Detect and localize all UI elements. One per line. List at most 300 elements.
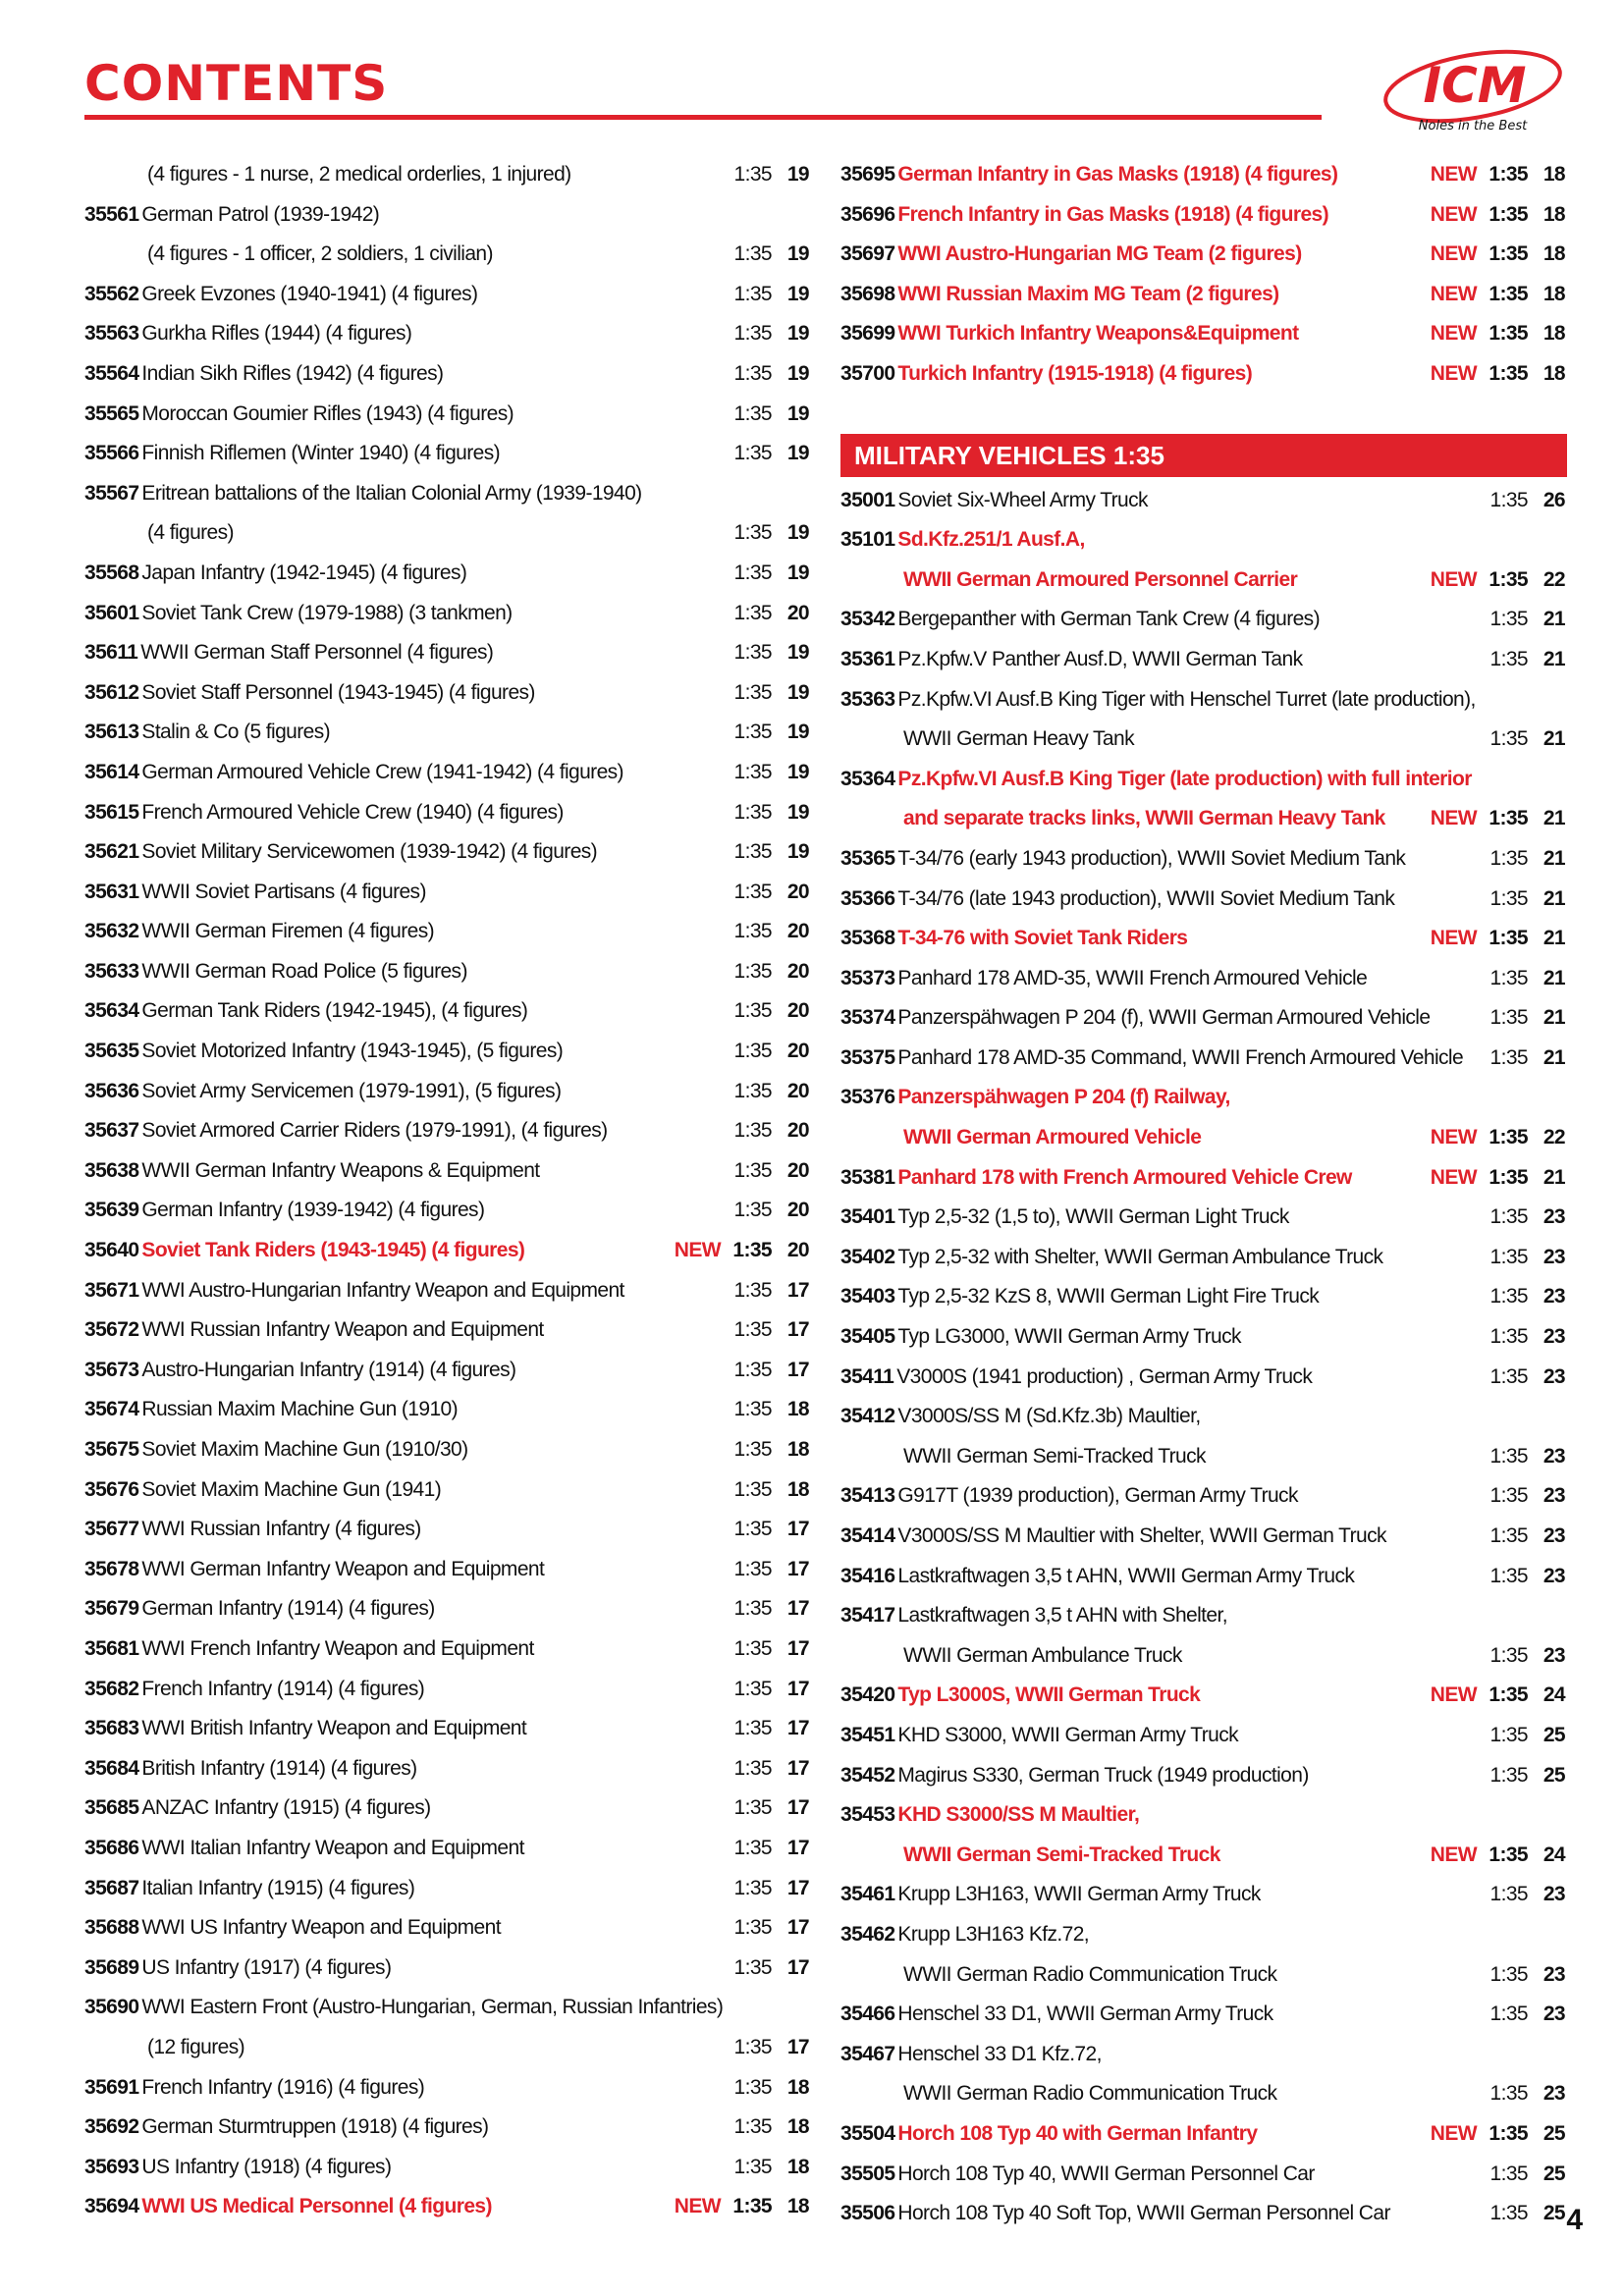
item-description: Soviet Staff Personnel (1943-1945) (4 figures)	[141, 680, 535, 704]
item-scale: 1:35	[733, 1318, 772, 1342]
item-description: WWI US Medical Personnel (4 figures)	[141, 2195, 492, 2218]
item-scale: 1:35	[1489, 567, 1528, 591]
item-scale: 1:35	[733, 401, 772, 425]
item-page: 19	[786, 800, 809, 824]
item-description: German Infantry in Gas Masks (1918) (4 figures)	[897, 163, 1338, 186]
item-page: 20	[786, 1199, 809, 1222]
item-code: 35561	[84, 202, 139, 226]
item-page: 19	[786, 163, 809, 186]
item-scale: 1:35	[733, 561, 772, 584]
item-description: US Infantry (1918) (4 figures)	[141, 2155, 392, 2178]
item-description: French Infantry in Gas Masks (1918) (4 figures)	[897, 202, 1329, 226]
item-code: 35405	[840, 1325, 895, 1349]
item-description: Japan Infantry (1942-1945) (4 figures)	[141, 561, 467, 584]
catalog-entry	[840, 2155, 1567, 2195]
catalog-entry	[84, 1988, 811, 2028]
item-description: and separate tracks links, WWII German Heavy Tank	[903, 807, 1385, 830]
item-description: Soviet Tank Riders (1943-1945) (4 figures)	[141, 1239, 525, 1262]
item-page: 18	[786, 2075, 809, 2099]
item-scale: 1:35	[733, 1717, 772, 1740]
item-description: Typ LG3000, WWII German Army Truck	[897, 1325, 1241, 1349]
item-code: 35685	[84, 1796, 139, 1820]
item-description: German Sturmtruppen (1918) (4 figures)	[141, 2115, 489, 2139]
item-description: Soviet Military Servicewomen (1939-1942) (4 figures)	[141, 840, 598, 864]
item-page: 18	[1543, 242, 1565, 266]
item-code: 35686	[84, 1836, 139, 1859]
item-page: 21	[1543, 647, 1565, 670]
item-scale: 1:35	[733, 1636, 772, 1660]
item-page: 20	[786, 1158, 809, 1182]
item-page: 23	[1543, 2082, 1565, 2106]
item-page: 25	[1543, 2162, 1565, 2185]
item-description: Soviet Maxim Machine Gun (1941)	[141, 1477, 442, 1501]
catalog-entry	[840, 1596, 1567, 1636]
item-page: 20	[786, 999, 809, 1023]
item-description: WWI Eastern Front (Austro-Hungarian, German, Russian Infantries)	[141, 1996, 724, 2019]
item-description: Finnish Riflemen (Winter 1940) (4 figures)	[141, 442, 501, 465]
item-page: 26	[1543, 488, 1565, 511]
item-description: Panzerspähwagen P 204 (f), WWII German Armoured Vehicle	[897, 1006, 1431, 1030]
item-code: 35411	[840, 1364, 894, 1388]
catalog-entry	[840, 2035, 1567, 2075]
catalog-entry	[84, 1111, 811, 1151]
title-underline	[84, 115, 1322, 120]
figures-list-continued	[840, 155, 1567, 395]
catalog-entry	[840, 481, 1567, 521]
item-description: WWI Austro-Hungarian MG Team (2 figures)	[897, 242, 1302, 266]
item-code: 35563	[84, 322, 139, 346]
item-code: 35639	[84, 1199, 139, 1222]
item-description: Magirus S330, German Truck (1949 production)	[897, 1763, 1309, 1787]
catalog-entry	[84, 1271, 811, 1311]
item-code: 35688	[84, 1916, 139, 1940]
item-page: 23	[1543, 1564, 1565, 1587]
item-scale: 1:35	[733, 840, 772, 864]
item-page: 18	[786, 2115, 809, 2139]
item-code: 35684	[84, 1756, 139, 1780]
item-description: Panhard 178 AMD-35, WWII French Armoured Vehicle	[897, 966, 1368, 989]
item-description: German Tank Riders (1942-1945), (4 figures)	[141, 999, 528, 1023]
catalog-entry	[840, 1078, 1567, 1118]
item-page: 18	[1543, 361, 1565, 385]
item-description: German Infantry (1914) (4 figures)	[141, 1597, 435, 1621]
item-code: 35671	[84, 1278, 139, 1302]
catalog-entry	[840, 1995, 1567, 2035]
item-code: 35675	[84, 1438, 139, 1461]
item-code: 35001	[840, 488, 895, 511]
item-code: 35420	[840, 1683, 895, 1707]
item-scale: 1:35	[1489, 1045, 1528, 1069]
item-description: WWI Russian Maxim MG Team (2 figures)	[897, 282, 1279, 305]
catalog-entry	[84, 434, 811, 474]
item-page: 19	[786, 561, 809, 584]
item-page: 17	[786, 1836, 809, 1859]
item-code: 35677	[84, 1518, 139, 1541]
item-scale: 1:35	[733, 959, 772, 983]
item-code: 35374	[840, 1006, 895, 1030]
item-description: British Infantry (1914) (4 figures)	[141, 1756, 417, 1780]
item-scale: 1:35	[733, 1398, 772, 1421]
item-page: 17	[786, 1796, 809, 1820]
item-description: WWI Austro-Hungarian Infantry Weapon and Equipment	[141, 1278, 624, 1302]
catalog-entry	[84, 1072, 811, 1112]
item-description: T-34/76 (late 1943 production), WWII Soviet Medium Tank	[897, 886, 1395, 910]
item-description: Panzerspähwagen P 204 (f) Railway,	[897, 1086, 1230, 1109]
item-scale: 1:35	[1489, 647, 1528, 670]
catalog-entry	[840, 275, 1567, 315]
item-description: Typ 2,5-32 with Shelter, WWII German Ambulance Truck	[897, 1245, 1383, 1268]
item-description: KHD S3000, WWII German Army Truck	[897, 1723, 1239, 1746]
item-page: 21	[1543, 1165, 1565, 1189]
item-description: Typ 2,5-32 KzS 8, WWII German Light Fire Truck	[897, 1285, 1320, 1308]
item-page: 23	[1543, 1245, 1565, 1268]
item-scale: 1:35	[733, 1597, 772, 1621]
item-page: 19	[786, 721, 809, 744]
item-page: 20	[786, 1119, 809, 1143]
item-description: WWII German Armoured Personnel Carrier	[903, 567, 1298, 591]
catalog-entry	[84, 1032, 811, 1072]
item-scale: 1:35	[732, 2195, 772, 2218]
item-description: WWII German Semi-Tracked Truck	[903, 1444, 1206, 1468]
item-page: 17	[786, 1597, 809, 1621]
catalog-entry	[840, 680, 1567, 721]
item-code: 35683	[84, 1717, 139, 1740]
item-scale: 1:35	[1489, 807, 1528, 830]
item-scale: 1:35	[733, 1040, 772, 1063]
item-scale: 1:35	[733, 1796, 772, 1820]
item-description: WWII German Radio Communication Truck	[903, 1962, 1277, 1986]
item-scale: 1:35	[1489, 886, 1528, 910]
item-description: Horch 108 Typ 40 with German Infantry	[897, 2121, 1258, 2145]
item-page: 21	[1543, 1006, 1565, 1030]
item-page: 17	[786, 1358, 809, 1381]
item-scale: 1:35	[733, 2115, 772, 2139]
catalog-entry	[840, 1397, 1567, 1437]
item-code: 35691	[84, 2075, 139, 2099]
item-page: 25	[1543, 2202, 1565, 2225]
item-scale: 1:35	[733, 641, 772, 665]
item-scale: 1:35	[733, 1438, 772, 1461]
item-code: 35673	[84, 1358, 139, 1381]
new-badge: NEW	[1430, 1842, 1477, 1866]
item-description: Indian Sikh Rifles (1942) (4 figures)	[141, 361, 444, 385]
item-description: German Armoured Vehicle Crew (1941-1942) (4 figures)	[141, 760, 623, 783]
new-badge: NEW	[1430, 1165, 1477, 1189]
item-scale: 1:35	[733, 1876, 772, 1899]
item-scale: 1:35	[733, 1557, 772, 1580]
item-description: French Infantry (1916) (4 figures)	[141, 2075, 425, 2099]
item-description: Eritrean battalions of the Italian Colonial Army (1939-1940)	[141, 481, 642, 505]
item-page: 21	[1543, 1045, 1565, 1069]
item-scale: 1:35	[1489, 1444, 1528, 1468]
item-description: V3000S/SS M Maultier with Shelter, WWII German Truck	[897, 1524, 1386, 1547]
item-description: Pz.Kpfw.V Panther Ausf.D, WWII German Tank	[897, 647, 1303, 670]
item-code: 35416	[840, 1564, 895, 1587]
item-code: 35676	[84, 1477, 139, 1501]
right-column	[840, 155, 1567, 2234]
item-code: 35636	[84, 1079, 139, 1102]
catalog-entry	[84, 1231, 811, 1271]
catalog-entry	[840, 1118, 1567, 1158]
item-page: 17	[786, 1318, 809, 1342]
item-page: 21	[1543, 886, 1565, 910]
catalog-entry	[84, 235, 811, 275]
item-code: 35467	[840, 2042, 895, 2065]
catalog-entry	[840, 1517, 1567, 1557]
item-page: 17	[786, 1518, 809, 1541]
item-page: 18	[1543, 322, 1565, 346]
catalog-entry	[84, 275, 811, 315]
catalog-entry	[840, 640, 1567, 680]
item-code: 35696	[840, 202, 895, 226]
item-description: WWII Soviet Partisans (4 figures)	[141, 880, 426, 903]
item-scale: 1:35	[1489, 966, 1528, 989]
item-code: 35414	[840, 1524, 895, 1547]
item-description: Typ 2,5-32 (1,5 to), WWII German Light Truck	[897, 1205, 1289, 1229]
catalog-entry	[840, 1915, 1567, 1955]
item-code: 35101	[840, 528, 895, 552]
item-code: 35631	[84, 880, 139, 903]
catalog-entry	[84, 314, 811, 354]
item-scale: 1:35	[733, 521, 772, 545]
item-scale: 1:35	[1489, 1285, 1528, 1308]
catalog-entry	[84, 1470, 811, 1511]
item-scale: 1:35	[733, 721, 772, 744]
item-description: WWII German Radio Communication Truck	[903, 2082, 1277, 2106]
item-scale: 1:35	[733, 601, 772, 624]
item-description: WWI Russian Infantry (4 figures)	[141, 1518, 421, 1541]
item-scale: 1:35	[1489, 1484, 1528, 1508]
item-code: 35363	[840, 687, 895, 711]
item-scale: 1:35	[733, 920, 772, 943]
item-page: 25	[1543, 1723, 1565, 1746]
item-scale: 1:35	[1489, 727, 1528, 751]
new-badge: NEW	[1430, 2121, 1477, 2145]
item-page: 25	[1543, 2121, 1565, 2145]
item-code: 35466	[840, 2002, 895, 2026]
catalog-entry	[840, 2194, 1567, 2234]
item-code: 35417	[840, 1604, 895, 1628]
item-description: French Armoured Vehicle Crew (1940) (4 figures)	[141, 800, 564, 824]
catalog-entry	[840, 561, 1567, 601]
item-description: Soviet Tank Crew (1979-1988) (3 tankmen)	[141, 601, 513, 624]
item-scale: 1:35	[733, 800, 772, 824]
item-scale: 1:35	[1489, 361, 1528, 385]
new-badge: NEW	[1430, 1683, 1477, 1707]
item-code: 35566	[84, 442, 139, 465]
catalog-entry	[840, 1836, 1567, 1876]
item-scale: 1:35	[733, 2155, 772, 2178]
catalog-entry	[84, 1151, 811, 1192]
item-page: 20	[786, 1239, 809, 1262]
item-description: Greek Evzones (1940-1941) (4 figures)	[141, 282, 478, 305]
item-scale: 1:35	[1489, 1205, 1528, 1229]
item-page: 19	[786, 760, 809, 783]
page-title: CONTENTS	[84, 55, 389, 112]
item-code: 35413	[840, 1484, 895, 1508]
item-page: 21	[1543, 846, 1565, 870]
item-description: T-34/76 (early 1943 production), WWII Soviet Medium Tank	[897, 846, 1406, 870]
item-description: KHD S3000/SS M Maultier,	[897, 1803, 1140, 1827]
item-page: 18	[1543, 282, 1565, 305]
item-code: 35462	[840, 1922, 895, 1946]
item-code: 35694	[84, 2195, 139, 2218]
catalog-entry	[840, 1676, 1567, 1716]
item-description: (4 figures)	[147, 521, 234, 545]
item-description: WWI Russian Infantry Weapon and Equipment	[141, 1318, 544, 1342]
item-scale: 1:35	[1489, 242, 1528, 266]
item-scale: 1:35	[733, 680, 772, 704]
catalog-entry	[840, 959, 1567, 999]
item-description: T-34-76 with Soviet Tank Riders	[897, 927, 1188, 950]
item-page: 21	[1543, 807, 1565, 830]
catalog-entry	[840, 1636, 1567, 1677]
item-page: 17	[786, 1916, 809, 1940]
item-page: 18	[786, 1477, 809, 1501]
item-code: 35614	[84, 760, 139, 783]
item-scale: 1:35	[1489, 1524, 1528, 1547]
item-scale: 1:35	[733, 1158, 772, 1182]
catalog-entry	[840, 1716, 1567, 1756]
item-page: 23	[1543, 1643, 1565, 1667]
catalog-entry	[840, 1358, 1567, 1398]
item-description: WWII German Infantry Weapons & Equipment	[141, 1158, 540, 1182]
catalog-entry	[840, 760, 1567, 800]
item-scale: 1:35	[733, 1278, 772, 1302]
item-description: (4 figures - 1 officer, 2 soldiers, 1 civilian)	[147, 242, 493, 266]
item-scale: 1:35	[733, 1677, 772, 1700]
item-code: 35564	[84, 361, 139, 385]
item-description: Soviet Armored Carrier Riders (1979-1991), (4 figures)	[141, 1119, 608, 1143]
item-scale: 1:35	[1489, 1842, 1528, 1866]
item-scale: 1:35	[1489, 1962, 1528, 1986]
new-badge: NEW	[674, 2195, 721, 2218]
item-description: WWI Turkich Infantry Weapons&Equipment	[897, 322, 1299, 346]
item-scale: 1:35	[1489, 1126, 1528, 1149]
left-column	[84, 155, 811, 2227]
item-description: Soviet Maxim Machine Gun (1910/30)	[141, 1438, 468, 1461]
item-page: 19	[786, 641, 809, 665]
catalog-entry	[84, 633, 811, 673]
catalog-entry	[84, 753, 811, 793]
item-page: 23	[1543, 1285, 1565, 1308]
vehicles-list	[840, 481, 1567, 2234]
item-scale: 1:35	[733, 1119, 772, 1143]
catalog-entry	[84, 713, 811, 753]
item-scale: 1:35	[732, 1239, 772, 1262]
item-page: 21	[1543, 727, 1565, 751]
item-page: 18	[1543, 163, 1565, 186]
item-page: 21	[1543, 966, 1565, 989]
item-page: 19	[786, 521, 809, 545]
item-page: 20	[786, 1040, 809, 1063]
svg-text:Noles in the Best: Noles in the Best	[1418, 119, 1528, 133]
item-description: Italian Infantry (1915) (4 figures)	[141, 1876, 415, 1899]
item-description: Krupp L3H163 Kfz.72,	[897, 1922, 1090, 1946]
catalog-entry	[840, 1317, 1567, 1358]
catalog-entry	[840, 600, 1567, 640]
catalog-entry	[84, 554, 811, 594]
page-number: 4	[1566, 2204, 1583, 2236]
item-page: 17	[786, 1677, 809, 1700]
catalog-entry	[840, 1437, 1567, 1477]
new-badge: NEW	[1430, 322, 1477, 346]
item-code: 35690	[84, 1996, 139, 2019]
item-page: 23	[1543, 1883, 1565, 1906]
item-description: WWII German Ambulance Truck	[903, 1643, 1182, 1667]
item-description: V3000S (1941 production) , German Army Truck	[896, 1364, 1313, 1388]
new-badge: NEW	[1430, 163, 1477, 186]
item-scale: 1:35	[733, 1955, 772, 1979]
item-page: 17	[786, 1756, 809, 1780]
item-description: WWII German Heavy Tank	[903, 727, 1134, 751]
catalog-entry	[840, 1238, 1567, 1278]
section-header-military-vehicles: MILITARY VEHICLES 1:35	[840, 434, 1567, 477]
catalog-entry	[84, 395, 811, 435]
item-scale: 1:35	[733, 1079, 772, 1102]
new-badge: NEW	[1430, 807, 1477, 830]
catalog-entry	[84, 513, 811, 554]
catalog-entry	[840, 1557, 1567, 1597]
item-description: Pz.Kpfw.VI Ausf.B King Tiger (late production) with full interior	[897, 767, 1472, 790]
item-page: 23	[1543, 1205, 1565, 1229]
item-description: Horch 108 Typ 40, WWII German Personnel Car	[897, 2162, 1315, 2185]
item-page: 18	[786, 2155, 809, 2178]
new-badge: NEW	[1430, 202, 1477, 226]
item-page: 17	[786, 1955, 809, 1979]
item-scale: 1:35	[1489, 2082, 1528, 2106]
item-scale: 1:35	[1489, 1564, 1528, 1587]
catalog-entry	[840, 1039, 1567, 1079]
item-page: 23	[1543, 1484, 1565, 1508]
item-scale: 1:35	[733, 282, 772, 305]
item-scale: 1:35	[1489, 1683, 1528, 1707]
catalog-entry	[84, 2148, 811, 2188]
catalog-entry	[84, 195, 811, 236]
item-code: 35621	[84, 840, 139, 864]
catalog-entry	[84, 1869, 811, 1909]
item-code: 35674	[84, 1398, 139, 1421]
item-page: 18	[1543, 202, 1565, 226]
item-page: 19	[786, 282, 809, 305]
catalog-entry	[840, 2074, 1567, 2114]
item-code: 35373	[840, 966, 895, 989]
catalog-entry	[84, 155, 811, 195]
item-scale: 1:35	[1489, 2121, 1528, 2145]
item-description: Sd.Kfz.251/1 Ausf.A,	[897, 528, 1085, 552]
catalog-entry	[84, 2028, 811, 2068]
catalog-entry	[84, 1191, 811, 1231]
item-page: 19	[786, 840, 809, 864]
item-code: 35640	[84, 1239, 139, 1262]
item-scale: 1:35	[1489, 282, 1528, 305]
item-description: WWII German Armoured Vehicle	[903, 1126, 1202, 1149]
new-badge: NEW	[1430, 361, 1477, 385]
catalog-entry	[84, 594, 811, 634]
item-description: Turkich Infantry (1915-1918) (4 figures)	[897, 361, 1253, 385]
item-page: 20	[786, 959, 809, 983]
icm-logo	[1379, 41, 1567, 139]
new-badge: NEW	[674, 1239, 721, 1262]
catalog-entry	[84, 1589, 811, 1629]
item-page: 23	[1543, 2002, 1565, 2026]
catalog-entry	[840, 520, 1567, 561]
item-code: 35601	[84, 601, 139, 624]
item-description: Panhard 178 with French Armoured Vehicle Crew	[897, 1165, 1352, 1189]
catalog-entry	[84, 2187, 811, 2227]
item-code: 35672	[84, 1318, 139, 1342]
item-scale: 1:35	[1489, 608, 1528, 631]
